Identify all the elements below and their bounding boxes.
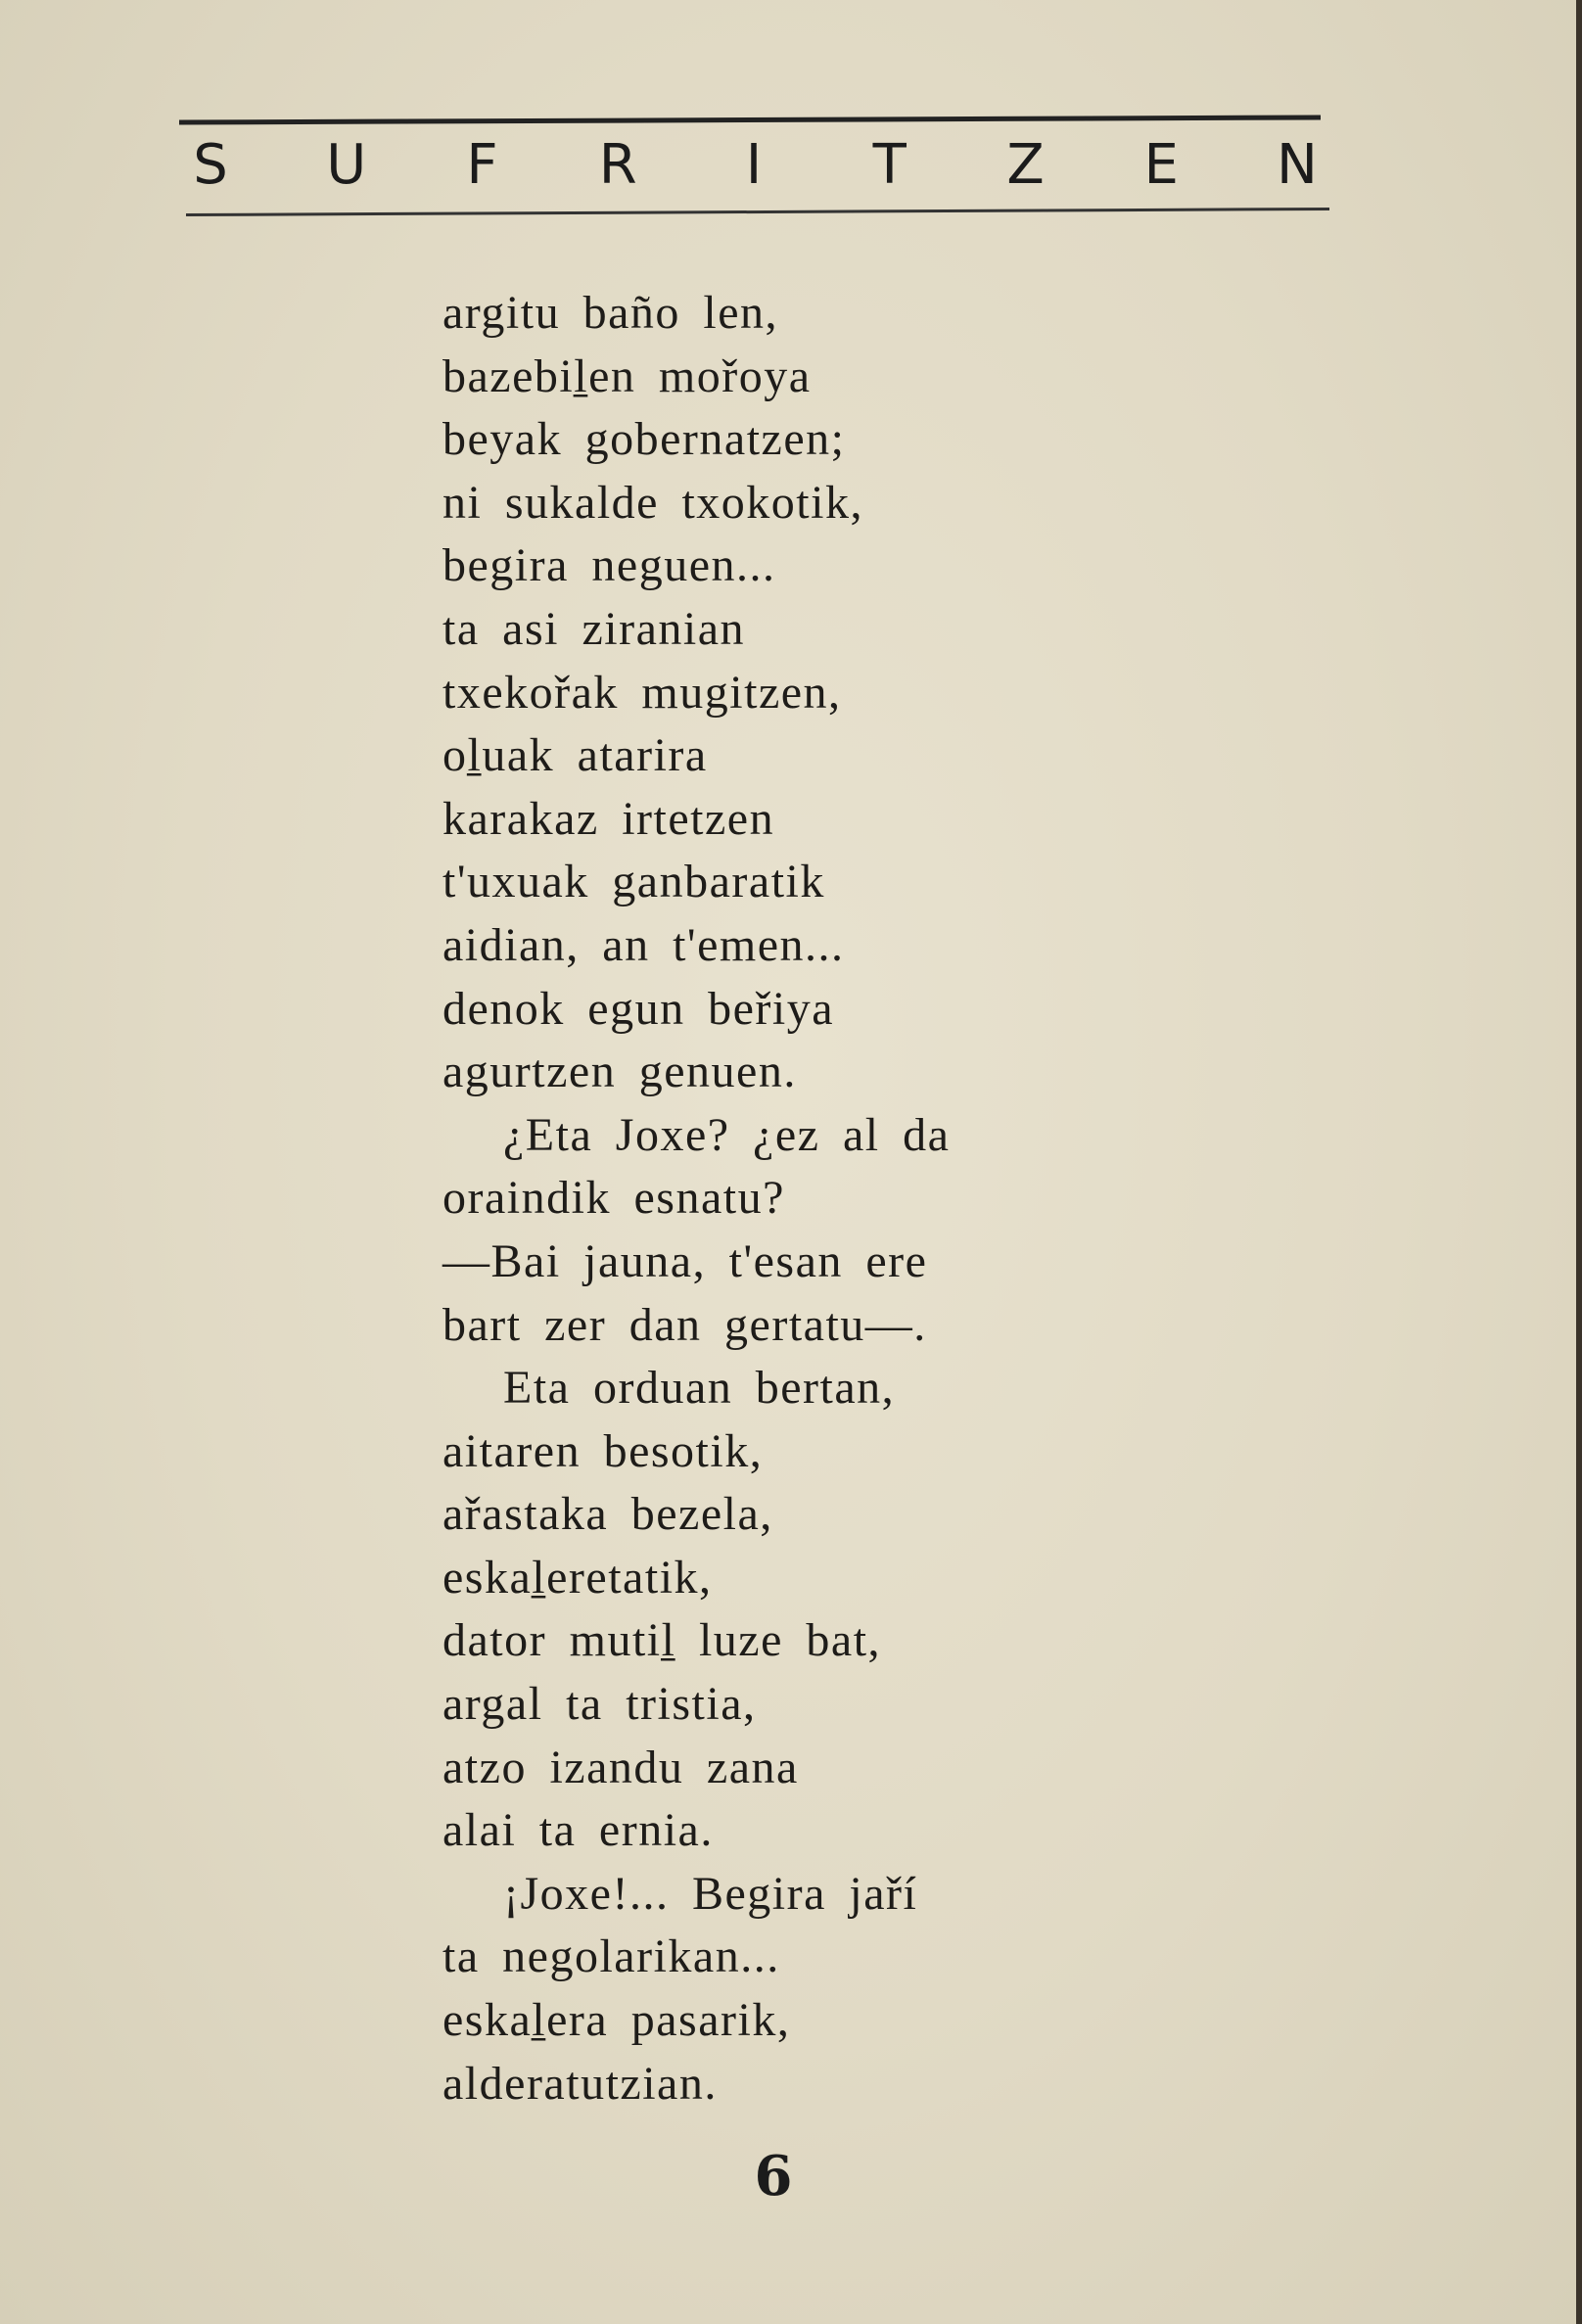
running-head-letter: S [193,132,228,197]
poem-line: atzo izandu zana [442,1741,799,1793]
poem-line: ¡Joxe!... Begira jaří [503,1867,918,1920]
running-head-letter: R [598,132,637,197]
page-number: 6 [754,2144,793,2208]
poem-line: karakaz irtetzen [442,792,775,845]
poem-line: oḻuak atarira [442,729,708,782]
poem-line: eskaḻeretatik, [442,1551,713,1604]
running-head-letter: I [745,132,763,197]
page-edge [1576,0,1582,2324]
poem-line: bart zer dan gertatu—. [442,1298,927,1351]
poem-line: ta negolarikan... [442,1930,780,1983]
poem-line: t'uxuak ganbaratik [442,856,825,908]
poem-line: alai ta ernia. [442,1804,714,1857]
poem-line: ta asi ziranian [442,602,746,655]
poem-line: txekořak mugitzen, [442,666,842,719]
running-head-letter: T [872,132,907,197]
poem-line: —Bai jauna, t'esan ere [442,1234,928,1287]
poem-text [442,282,1147,2115]
poem-line: alderatutzian. [442,2057,718,2110]
poem-line: begira neguen... [442,539,776,592]
running-head [176,125,1331,204]
running-head-letter: Z [1006,132,1045,197]
poem-line: bazebiḻen mořoya [442,349,812,402]
poem-line: ařastaka bezela, [442,1488,773,1541]
poem-line: beyak gobernatzen; [442,413,846,466]
poem-line: oraindik esnatu? [442,1172,785,1225]
poem-line: denok egun beřiya [442,982,835,1035]
bottom-rule [186,208,1329,216]
poem-line: agurtzen genuen. [442,1046,797,1098]
poem-line: argal ta tristia, [442,1678,757,1731]
running-head-letter: F [466,132,498,197]
running-head-letter: U [326,132,367,197]
poem-line: eskaḻera pasarik, [442,1994,791,2047]
poem-line: aitaren besotik, [442,1424,764,1477]
poem-line: aidian, an t'emen... [442,918,845,971]
poem-line: ni sukalde txokotik, [442,476,863,529]
poem-line: dator mutiḻ luze bat, [442,1614,882,1667]
poem-line: Eta orduan bertan, [503,1362,896,1415]
running-head-letter: N [1277,132,1318,197]
top-rule [179,115,1321,124]
poem-line: ¿Eta Joxe? ¿ez al da [503,1108,951,1161]
poem-line: argitu baño len, [442,287,779,339]
running-head-letter: E [1143,132,1179,197]
